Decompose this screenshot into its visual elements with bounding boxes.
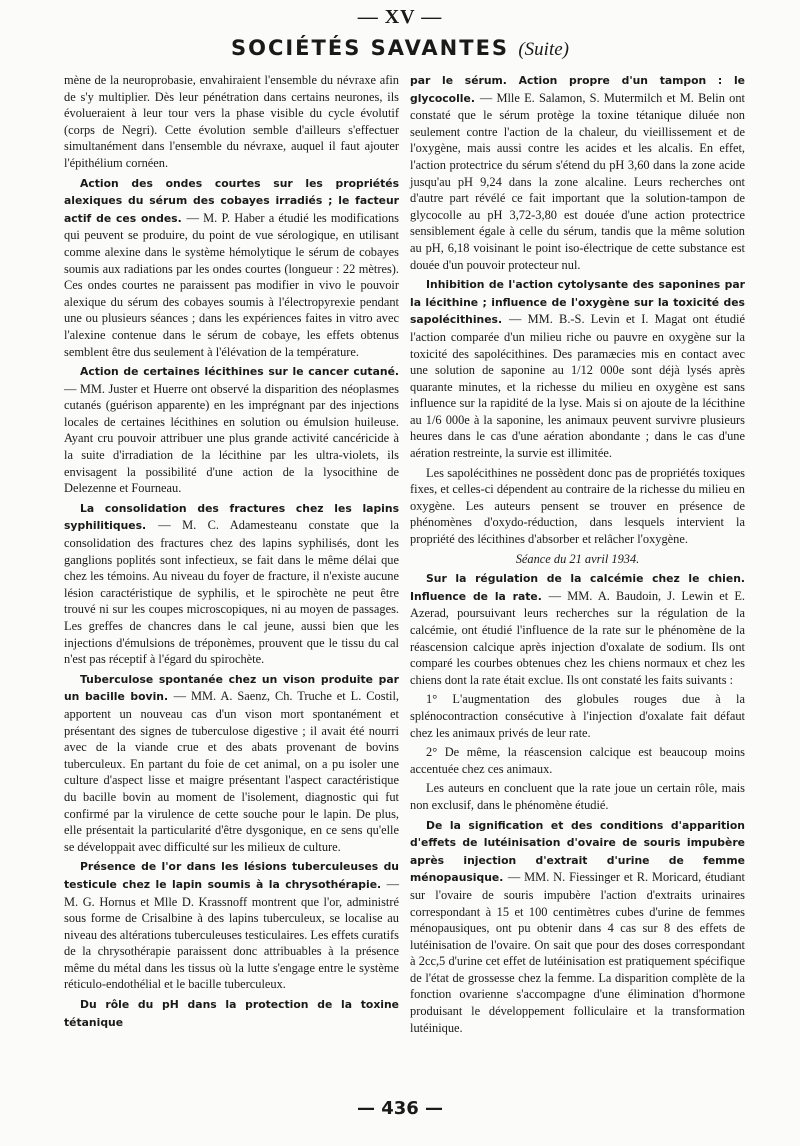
article — [64, 175, 399, 361]
article-body: — MM. A. Baudoin, J. Lewin et E. Azerad, poursuivant leurs recherches sur la régulation de la calcémie, ont étudié l'influence de la rate sur le phénomène de la réascension calcique après injection d'oxalate de sodium. Ils ont comparé les courbes obtenues chez les chiens normaux et chez les chiens dont la rate était exclue. Ils ont constaté les faits suivants : — [410, 588, 745, 687]
article-heading: La consolidation des fractures chez les lapins syphilitiques. — [64, 501, 399, 533]
article-heading: Sur la régulation de la calcémie chez le chien. Influence de la rate. — [410, 572, 745, 603]
right-column — [410, 72, 745, 1039]
article-body: — M. C. Adamesteanu constate que la consolidation des fractures chez des lapins syphilisés, dont les ganglions poplités sont infectieux, se fait dans le même délai que chez les témoins. Au niveau du foyer de fracture, il n'existe aucune lésion caractéristique de syphilis, et le spirochète ne peut être trouvé ni sur les coupes microscopiques, ni au moyen de passages. Les greffes de chancres dans le cal jeune, aussi bien que les injections d'émulsions de tréponèmes, prouvent que le tissu du cal n'est pas réceptif à l'égard du spirochète. — [64, 518, 399, 667]
article — [64, 996, 399, 1031]
paragraph: 2° De même, la réascension calcique est beaucoup moins accentuée chez ces animaux. — [410, 745, 745, 776]
article-heading: Du rôle du pH dans la protection de la toxine tétanique — [64, 998, 399, 1029]
article-body: — Mlle E. Salamon, S. Mutermilch et M. Belin ont constaté que le sérum protège la toxine tétanique diluée non seulement contre l'action de la chaleur, du vieillissement et de l'oxygène, mais aussi contre les acides et les alcalis. En effet, l'action protectrice du sérum s'étend du pH 3,60 dans la zone acide jusqu'au pH 9,24 dans la zone alcaline. Leurs recherches ont d'autre part révélé ce fait important que la solution-tampon de glycocolle au pH 3,72-3,80 est douée d'une action protectrice sensiblement égale à celle du sérum, tandis que la même solution au pH, 6,18 voisinant le point iso-électrique de cette substance est douée d'un pouvoir protecteur nul. — [410, 90, 745, 272]
seance-date: Séance du 21 avril 1934. — [515, 551, 640, 566]
paragraph: Les auteurs en concluent que la rate joue un certain rôle, mais non exclusif, dans le phénomène étudié. — [410, 781, 745, 812]
article-body: — MM. N. Fiessinger et R. Moricard, étudiant sur l'ovaire de souris impubère l'action d'extraits urinaires correspondant à 15 et 100 centimètres cubes d'urine de femmes ménopausiques, ont pu obtenir dans 4 cas sur 8 des effets de lutéinisation de l'ovaire. On sait que pour des doses correspondant à 2cc,5 d'urine cet effet de lutéinisation est pratiquement spécifique de l'état de grossesse chez la femme. La disparition complète de la fonction ovarienne s'accompagne d'une élimination d'hormone produisant le développement folliculaire et la transformation lutéinique. — [410, 870, 745, 1035]
article-heading: Action des ondes courtes sur les propriétés alexiques du sérum des cobayes irradiés ; le facteur actif de ces ondes. — [64, 176, 399, 225]
paragraph: Les sapolécithines ne possèdent donc pas de propriétés toxiques fixes, et celles-ci dépendent au contraire de la richesse du milieu en oxygène. Les auteurs pensent se trouver en présence de phénomènes d'oxydo-réduction, dans lesquels intervient la propriété des lécithines d'absorber et relâcher l'oxygène. — [410, 465, 745, 547]
article — [410, 276, 745, 462]
article — [64, 500, 399, 668]
article-body: — MM. B.-S. Levin et I. Magat ont étudié l'action comparée d'un milieu riche ou pauvre en oxygène sur la toxicité des sapolécithines. Des paramæcies mis en contact avec une solution de saponine au 1/12 000e sont déjà lysés après quarante minutes, et la richesse du milieu en oxygène est sans influence sur la rapidité de la lyse. Mais si on ajoute de la lécithine au 1/6 000e à la saponine, les animaux peuvent survivre plusieurs heures dans le cas d'une aération abondante ; dans le cas d'une aération restreinte, la survie est illimitée. — [410, 312, 745, 461]
section-title — [0, 36, 800, 61]
page-number: — 436 — — [356, 1098, 444, 1119]
paragraph: 1° L'augmentation des globules rouges due à la splénocontraction consécutive à l'injection d'oxalate fait défaut chez les animaux privés de leur rate. — [410, 692, 745, 740]
article — [410, 72, 745, 273]
article-heading: De la signification et des conditions d'apparition d'effets de lutéinisation d'ovaire de souris impubère après injection d'extrait d'urine de femme ménopausique. — [410, 818, 745, 885]
section-title-text: SOCIÉTÉS SAVANTES — [230, 36, 510, 60]
paragraph: mène de la neuroprobasie, envahiraient l'ensemble du névraxe afin de s'y multiplier. Dès leur pénétration dans certains neurones, ils évolueraient à leur tour vers la phase visible du cycle évolutif (corps de Negri). Cette évolution semble d'ailleurs s'effectuer simultanément dans l'ensemble du névraxe, auquel il faut ajouter l'épithélium cornéen. — [64, 73, 399, 170]
article-heading: Action de certaines lécithines sur le cancer cutané. — [80, 365, 399, 379]
article-body: — M. G. Hornus et Mlle D. Krassnoff montrent que l'or, administré sous forme de Crisalbine à des lapins tuberculeux, se localise au niveau des altérations tuberculeuses testiculaires. Les effets curatifs de la chrysothérapie paraissent donc attribuables à la présence même du métal dans les tissus où la lutte s'engage entre le système réticulo-endothélial et le bacille tuberculeux. — [64, 876, 399, 992]
article-heading: Tuberculose spontanée chez un vison produite par un bacille bovin. — [64, 672, 399, 704]
article-heading: par le sérum. Action propre d'un tampon : le glycocolle. — [410, 74, 745, 105]
header-folio: — XV — — [357, 6, 443, 28]
article-body: — M. P. Haber a étudié les modifications qui peuvent se produire, du point de vue sérologique, en utilisant comme alexine dans le système hémolytique le sérum de cobayes soumis aux radiations par les ondes courtes (longueur : 22 mètres). Ces ondes courtes ne paraissent pas modifier in vivo le pouvoir alexique du sérum des cobayes soumis à l'électropyrexie pendant une ou plusieurs séances ; dans les expériences faites in vitro avec l'alexine contenue dans le sérum de cobaye, les effets obtenus semblent être dus seulement à l'élévation de la température. — [64, 210, 399, 359]
article — [410, 817, 745, 1037]
article — [64, 858, 399, 993]
section-title-suite: (Suite) — [518, 39, 570, 60]
article-body: — MM. Juster et Huerre ont observé la disparition des néoplasmes cutanés (guérison apparente) en les imprégnant par des injections locales de certaines lécithines en solution ou émulsion huileuse. Ayant cru pouvoir attribuer une plus grande activité cancéricide à la suite d'irradiation de la lécithine par les ultra-violets, ils envisagent la possibilité d'une action de la lysocithine de Delezenne et Fourneau. — [64, 381, 399, 496]
article — [64, 671, 399, 856]
article — [64, 363, 399, 497]
left-column — [64, 72, 399, 1034]
article — [410, 570, 745, 688]
article-heading: Inhibition de l'action cytolysante des saponines par la lécithine ; influence de l'oxygène sur la toxicité des sapolécithines. — [410, 278, 745, 327]
article-body: — MM. A. Saenz, Ch. Truche et L. Costil, apportent un nouveau cas d'un vison mort spontanément et présentant des signes de tuberculose digestive ; il avait été nourri avec de la viande crue et des abats provenant de bovins tuberculeux. En partant du foie de cet animal, on a pu isoler une culture d'aspect lisse et maigre présentant l'aspect caractéristique du bacille bovin au moment de l'isolement, diagnostic qui fut confirmé par la virulence de cette souche pour le lapin. De plus, elle présentait la particularité d'être dysgonique, en ce sens qu'elle se développait avec difficulté sur les milieux de culture. — [64, 689, 399, 854]
article-heading: Présence de l'or dans les lésions tuberculeuses du testicule chez le lapin soumis à la chrysothérapie. — [64, 860, 399, 891]
